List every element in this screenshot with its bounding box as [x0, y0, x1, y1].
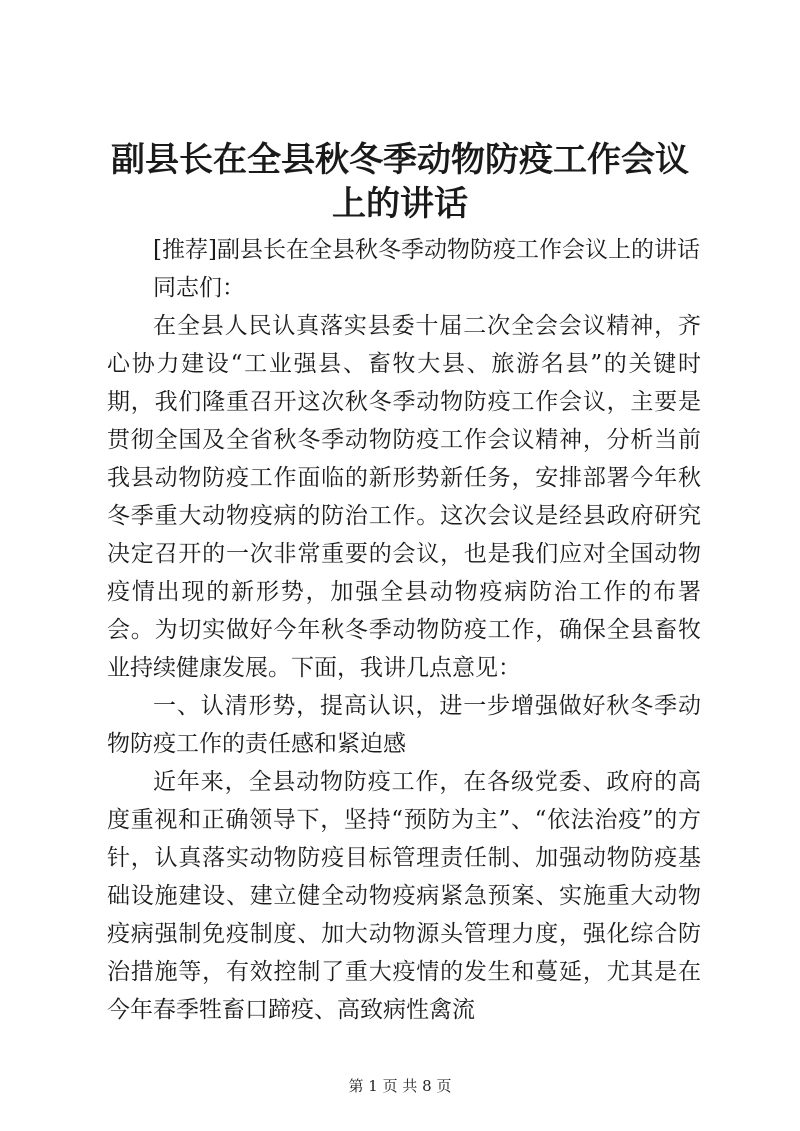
- salutation: 同志们：: [153, 275, 245, 301]
- recommend-line: [推荐]副县长在全县秋冬季动物防疫工作会议上的讲话: [153, 237, 700, 263]
- document-body: [107, 231, 701, 1029]
- document-title: 副县长在全县秋冬季动物防疫工作会议上的讲话: [111, 140, 689, 224]
- body-paragraph: 近年来，全县动物防疫工作，在各级党委、政府的高度重视和正确领导下，坚持“预防为主”、“依法治疫”的方针，认真落实动物防疫目标管理责任制、加强动物防疫基础设施建设、建立健全动物疫病紧急预案、实施重大动物疫病强制免疫制度、加大动物源头管理力度，强化综合防治措施等，有效控制了重大疫情的发生和蔓延，尤其是在今年春季牲畜口蹄疫、高致病性禽流: [107, 769, 701, 1023]
- page-footer: 第 1 页 共 8 页: [348, 1077, 452, 1095]
- body-paragraph: 在全县人民认真落实县委十届二次全会会议精神，齐心协力建设“工业强县、畜牧大县、旅游名县”的关键时期，我们隆重召开这次秋冬季动物防疫工作会议，主要是贯彻全国及全省秋冬季动物防疫工作会议精神，分析当前我县动物防疫工作面临的新形势新任务，安排部署今年秋冬季重大动物疫病的防治工作。这次会议是经县政府研究决定召开的一次非常重要的会议，也是我们应对全国动物疫情出现的新形势，加强全县动物疫病防治工作的布署会。为切实做好今年秋冬季动物防疫工作，确保全县畜牧业持续健康发展。下面，我讲几点意见：: [107, 313, 701, 681]
- section-heading: 一、认清形势，提高认识，进一步增强做好秋冬季动物防疫工作的责任感和紧迫感: [107, 693, 701, 757]
